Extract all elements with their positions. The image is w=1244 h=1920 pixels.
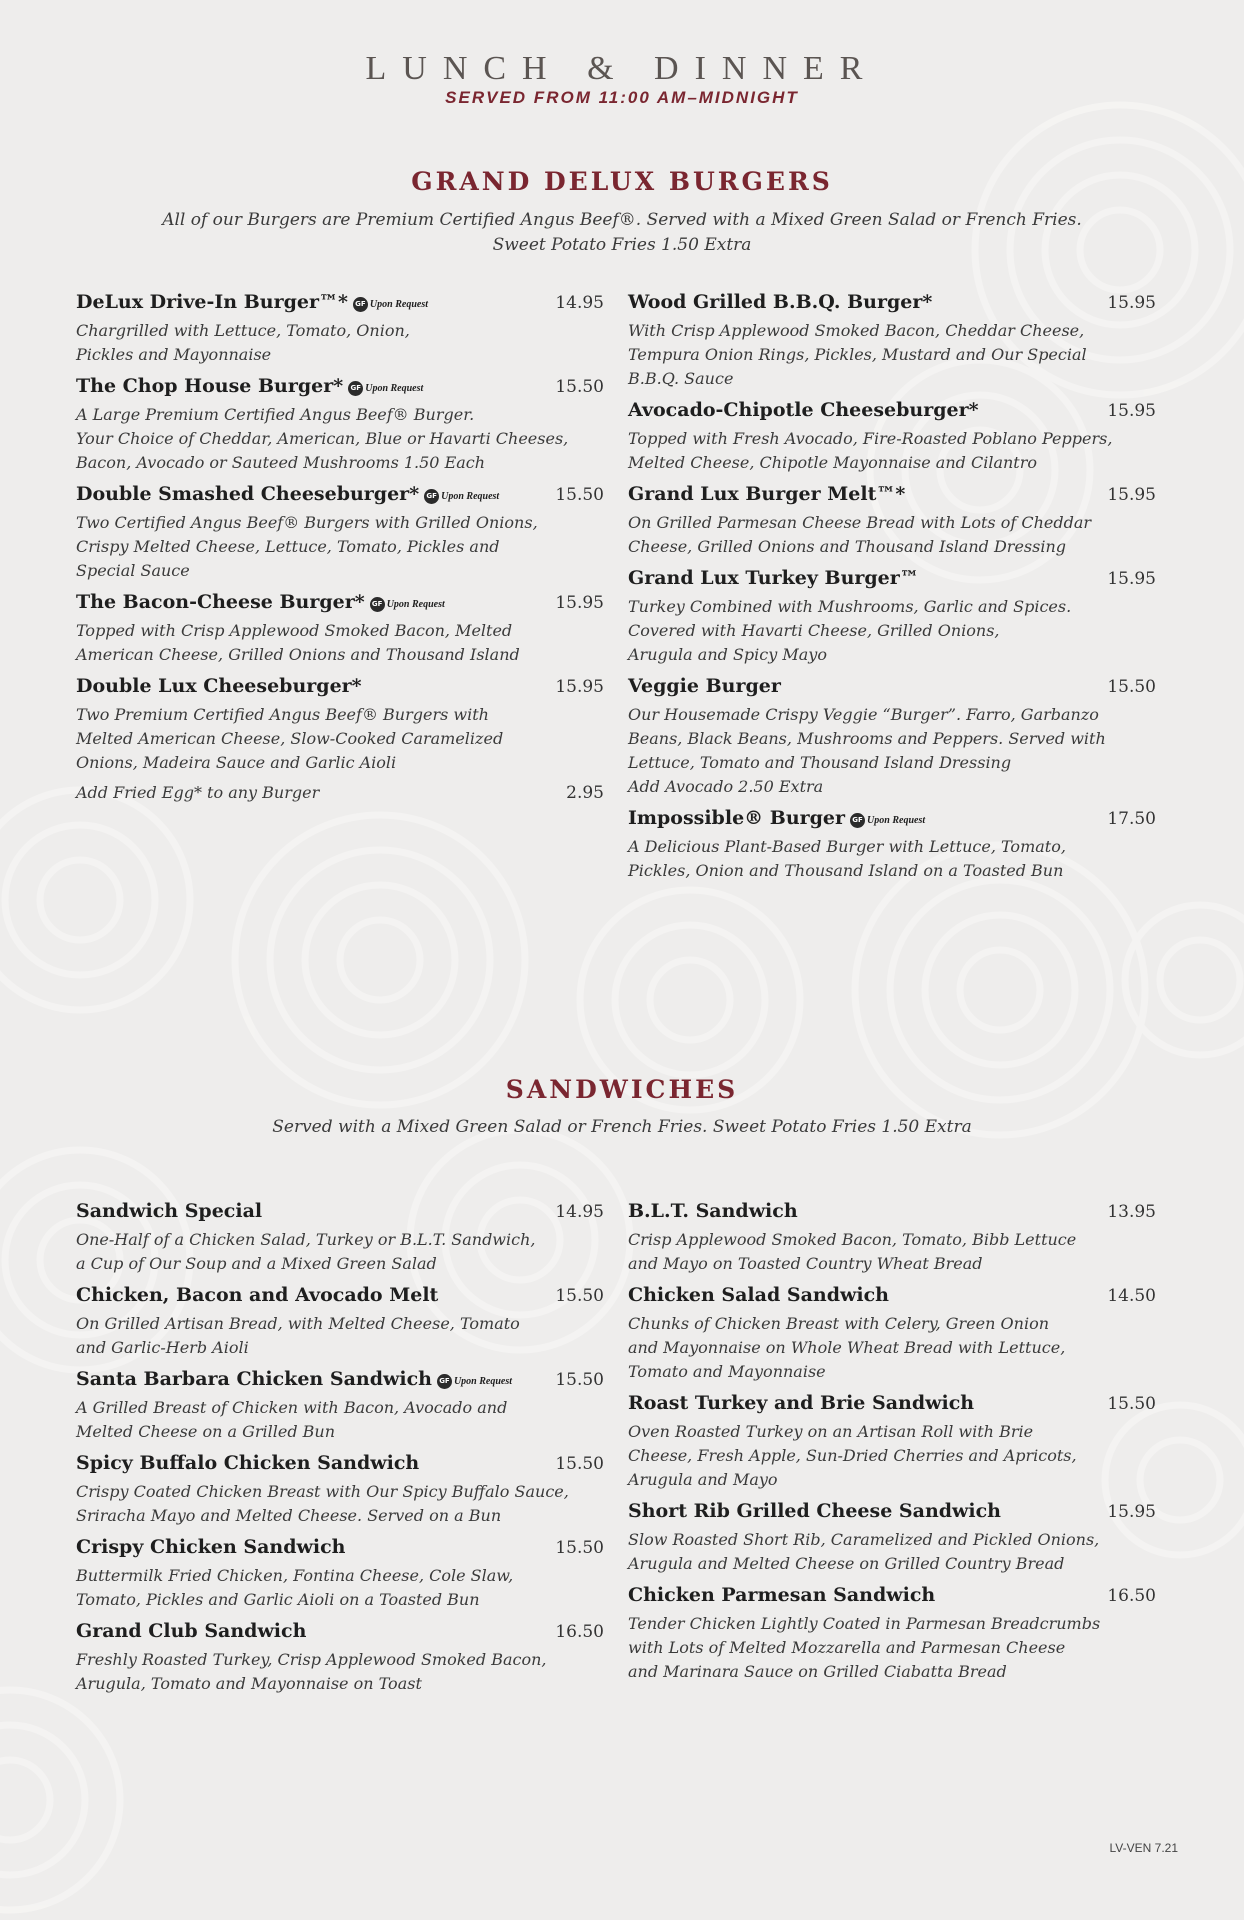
item-price: 13.95 bbox=[1107, 1202, 1156, 1222]
menu-item bbox=[76, 1284, 604, 1360]
sandwiches-left-column bbox=[76, 1200, 604, 1704]
gf-label: Upon Request bbox=[453, 1376, 513, 1387]
item-description: Turkey Combined with Mushrooms, Garlic and Spices. Covered with Havarti Cheese, Grilled Onions, Arugula and Spicy Mayo bbox=[628, 597, 1072, 664]
item-price: 17.50 bbox=[1107, 809, 1156, 829]
item-price: 15.50 bbox=[555, 485, 604, 505]
item-price: 15.50 bbox=[1107, 1394, 1156, 1414]
item-description: Tender Chicken Lightly Coated in Parmesan Breadcrumbs with Lots of Melted Mozzarella and Parmesan Cheese and Marinara Sauce on Grilled Ciabatta Bread bbox=[628, 1614, 1101, 1681]
item-description: Chargrilled with Lettuce, Tomato, Onion, Pickles and Mayonnaise bbox=[76, 321, 410, 364]
item-name: Grand Club Sandwich bbox=[76, 1620, 307, 1642]
burgers-section-title: GRAND DELUX BURGERS bbox=[411, 167, 833, 196]
addon-text: Add Fried Egg* to any Burger bbox=[76, 783, 320, 802]
burgers-intro-line1: All of our Burgers are Premium Certified Angus Beef®. Served with a Mixed Green Salad or French Fries. bbox=[162, 210, 1082, 230]
gf-label: Upon Request bbox=[386, 599, 445, 610]
gluten-free-icon: GF bbox=[850, 813, 865, 828]
item-name: Santa Barbara Chicken Sandwich bbox=[76, 1368, 432, 1390]
gluten-free-icon: GF bbox=[437, 1374, 452, 1389]
gluten-free-icon: GF bbox=[353, 297, 368, 312]
menu-item bbox=[628, 1392, 1156, 1492]
item-price: 15.50 bbox=[555, 1538, 604, 1558]
item-price: 15.95 bbox=[1107, 401, 1156, 421]
menu-item bbox=[76, 1200, 604, 1276]
menu-item bbox=[628, 1284, 1156, 1384]
item-price: 15.50 bbox=[555, 1370, 604, 1390]
burgers-left-column bbox=[76, 291, 604, 803]
item-name: Sandwich Special bbox=[76, 1200, 263, 1222]
item-name: Short Rib Grilled Cheese Sandwich bbox=[628, 1500, 1001, 1522]
item-price: 15.50 bbox=[555, 1286, 604, 1306]
gf-badge bbox=[353, 297, 428, 312]
gf-label: Upon Request bbox=[867, 815, 926, 826]
item-name: Double Lux Cheeseburger* bbox=[76, 675, 362, 697]
item-name: Chicken Parmesan Sandwich bbox=[628, 1584, 936, 1606]
sandwiches-intro: Served with a Mixed Green Salad or French Fries. Sweet Potato Fries 1.50 Extra bbox=[272, 1117, 972, 1137]
item-name: Veggie Burger bbox=[628, 675, 781, 697]
item-price: 15.50 bbox=[555, 377, 604, 397]
menu-hours: SERVED FROM 11:00 AM–MIDNIGHT bbox=[445, 88, 799, 107]
item-price: 15.95 bbox=[555, 677, 604, 697]
menu-item bbox=[76, 1452, 604, 1528]
menu-item bbox=[76, 1536, 604, 1612]
item-description: On Grilled Artisan Bread, with Melted Cheese, Tomato and Garlic-Herb Aioli bbox=[76, 1314, 520, 1357]
gf-label: Upon Request bbox=[441, 491, 500, 502]
item-price: 15.50 bbox=[1107, 677, 1156, 697]
item-price: 16.50 bbox=[555, 1622, 604, 1642]
footer-code: LV-VEN 7.21 bbox=[1109, 1841, 1178, 1855]
menu-item bbox=[76, 483, 604, 583]
item-description: Topped with Fresh Avocado, Fire-Roasted Poblano Peppers, Melted Cheese, Chipotle Mayonnaise and Cilantro bbox=[628, 429, 1113, 472]
menu-item bbox=[628, 675, 1156, 799]
item-description: With Crisp Applewood Smoked Bacon, Cheddar Cheese, Tempura Onion Rings, Pickles, Mustard and Our Special B.B.Q. Sauce bbox=[628, 321, 1087, 388]
item-price: 15.95 bbox=[1107, 485, 1156, 505]
addon-price: 2.95 bbox=[566, 783, 604, 803]
item-name: Impossible® Burger bbox=[628, 807, 846, 829]
item-name: The Bacon-Cheese Burger* bbox=[76, 591, 365, 613]
menu-item bbox=[76, 291, 604, 367]
item-description: Crispy Coated Chicken Breast with Our Spicy Buffalo Sauce, Sriracha Mayo and Melted Cheese. Served on a Bun bbox=[76, 1482, 569, 1525]
item-name: Wood Grilled B.B.Q. Burger* bbox=[628, 291, 933, 313]
menu-item bbox=[628, 483, 1156, 559]
gf-label: Upon Request bbox=[369, 299, 428, 310]
item-price: 14.95 bbox=[555, 293, 604, 313]
item-description: Chunks of Chicken Breast with Celery, Green Onion and Mayonnaise on Whole Wheat Bread with Lettuce, Tomato and Mayonnaise bbox=[628, 1314, 1066, 1381]
menu-item bbox=[628, 1584, 1156, 1684]
item-description: Freshly Roasted Turkey, Crisp Applewood Smoked Bacon, Arugula, Tomato and Mayonnaise on Toast bbox=[76, 1650, 547, 1693]
gluten-free-icon: GF bbox=[370, 597, 385, 612]
item-name: Crispy Chicken Sandwich bbox=[76, 1536, 346, 1558]
menu-item bbox=[76, 591, 604, 667]
item-price: 15.95 bbox=[1107, 293, 1156, 313]
item-price: 14.95 bbox=[555, 1202, 604, 1222]
sandwiches-section-title: SANDWICHES bbox=[505, 1075, 739, 1104]
item-name: Chicken, Bacon and Avocado Melt bbox=[76, 1284, 439, 1306]
item-name: Double Smashed Cheeseburger* bbox=[76, 483, 420, 505]
menu-item bbox=[628, 291, 1156, 391]
burgers-right-column bbox=[628, 291, 1156, 891]
item-description: Our Housemade Crispy Veggie “Burger”. Farro, Garbanzo Beans, Black Beans, Mushrooms and Peppers. Served with Lettuce, Tomato and Thousand Island Dressing Add Avocado 2.50 Extra bbox=[628, 705, 1106, 796]
gf-badge bbox=[437, 1374, 512, 1389]
sandwiches-right-column bbox=[628, 1200, 1156, 1692]
item-name: DeLux Drive-In Burger™* bbox=[76, 291, 348, 313]
item-name: The Chop House Burger* bbox=[76, 375, 344, 397]
burgers-intro bbox=[0, 208, 1244, 258]
burger-addon bbox=[76, 783, 604, 803]
item-description: One-Half of a Chicken Salad, Turkey or B.L.T. Sandwich, a Cup of Our Soup and a Mixed Green Salad bbox=[76, 1230, 536, 1273]
item-description: On Grilled Parmesan Cheese Bread with Lots of Cheddar Cheese, Grilled Onions and Thousand Island Dressing bbox=[628, 513, 1092, 556]
item-name: Grand Lux Burger Melt™* bbox=[628, 483, 906, 505]
item-price: 16.50 bbox=[1107, 1586, 1156, 1606]
menu-item bbox=[628, 807, 1156, 883]
item-description: Two Premium Certified Angus Beef® Burgers with Melted American Cheese, Slow-Cooked Caramelized Onions, Madeira Sauce and Garlic Aioli bbox=[76, 705, 504, 772]
item-description: Topped with Crisp Applewood Smoked Bacon, Melted American Cheese, Grilled Onions and Thousand Island bbox=[76, 621, 520, 664]
menu-item bbox=[628, 567, 1156, 667]
menu-item bbox=[628, 1500, 1156, 1576]
menu-item bbox=[76, 675, 604, 775]
menu-title: LUNCH & DINNER bbox=[365, 50, 879, 87]
item-name: B.L.T. Sandwich bbox=[628, 1200, 798, 1222]
item-name: Grand Lux Turkey Burger™ bbox=[628, 567, 919, 589]
gluten-free-icon: GF bbox=[424, 489, 439, 504]
item-description: Two Certified Angus Beef® Burgers with Grilled Onions, Crispy Melted Cheese, Lettuce, Tomato, Pickles and Special Sauce bbox=[76, 513, 538, 580]
menu-item bbox=[628, 1200, 1156, 1276]
item-name: Roast Turkey and Brie Sandwich bbox=[628, 1392, 975, 1414]
item-price: 15.95 bbox=[1107, 569, 1156, 589]
burgers-intro-line2: Sweet Potato Fries 1.50 Extra bbox=[492, 235, 752, 255]
item-price: 15.95 bbox=[1107, 1502, 1156, 1522]
menu-item bbox=[76, 1368, 604, 1444]
gf-badge bbox=[370, 597, 445, 612]
gf-badge bbox=[850, 813, 925, 828]
item-description: A Delicious Plant-Based Burger with Lettuce, Tomato, Pickles, Onion and Thousand Island on a Toasted Bun bbox=[628, 837, 1066, 880]
menu-item bbox=[628, 399, 1156, 475]
item-price: 15.50 bbox=[555, 1454, 604, 1474]
item-description: Slow Roasted Short Rib, Caramelized and Pickled Onions, Arugula and Melted Cheese on Grilled Country Bread bbox=[628, 1530, 1100, 1573]
gluten-free-icon: GF bbox=[348, 381, 363, 396]
item-description: A Grilled Breast of Chicken with Bacon, Avocado and Melted Cheese on a Grilled Bun bbox=[76, 1398, 508, 1441]
item-name: Avocado-Chipotle Cheeseburger* bbox=[628, 399, 979, 421]
item-description: A Large Premium Certified Angus Beef® Burger. Your Choice of Cheddar, American, Blue or Havarti Cheeses, Bacon, Avocado or Sauteed Mushrooms 1.50 Each bbox=[76, 405, 569, 472]
item-name: Spicy Buffalo Chicken Sandwich bbox=[76, 1452, 420, 1474]
menu-item bbox=[76, 375, 604, 475]
item-name: Chicken Salad Sandwich bbox=[628, 1284, 889, 1306]
item-description: Oven Roasted Turkey on an Artisan Roll with Brie Cheese, Fresh Apple, Sun-Dried Cherries and Apricots, Arugula and Mayo bbox=[628, 1422, 1077, 1489]
menu-item bbox=[76, 1620, 604, 1696]
item-description: Crisp Applewood Smoked Bacon, Tomato, Bibb Lettuce and Mayo on Toasted Country Wheat Bread bbox=[628, 1230, 1077, 1273]
item-description: Buttermilk Fried Chicken, Fontina Cheese, Cole Slaw, Tomato, Pickles and Garlic Aioli on a Toasted Bun bbox=[76, 1566, 514, 1609]
gf-badge bbox=[424, 489, 499, 504]
item-price: 15.95 bbox=[555, 593, 604, 613]
gf-label: Upon Request bbox=[365, 383, 424, 394]
gf-badge bbox=[348, 381, 423, 396]
item-price: 14.50 bbox=[1107, 1286, 1156, 1306]
